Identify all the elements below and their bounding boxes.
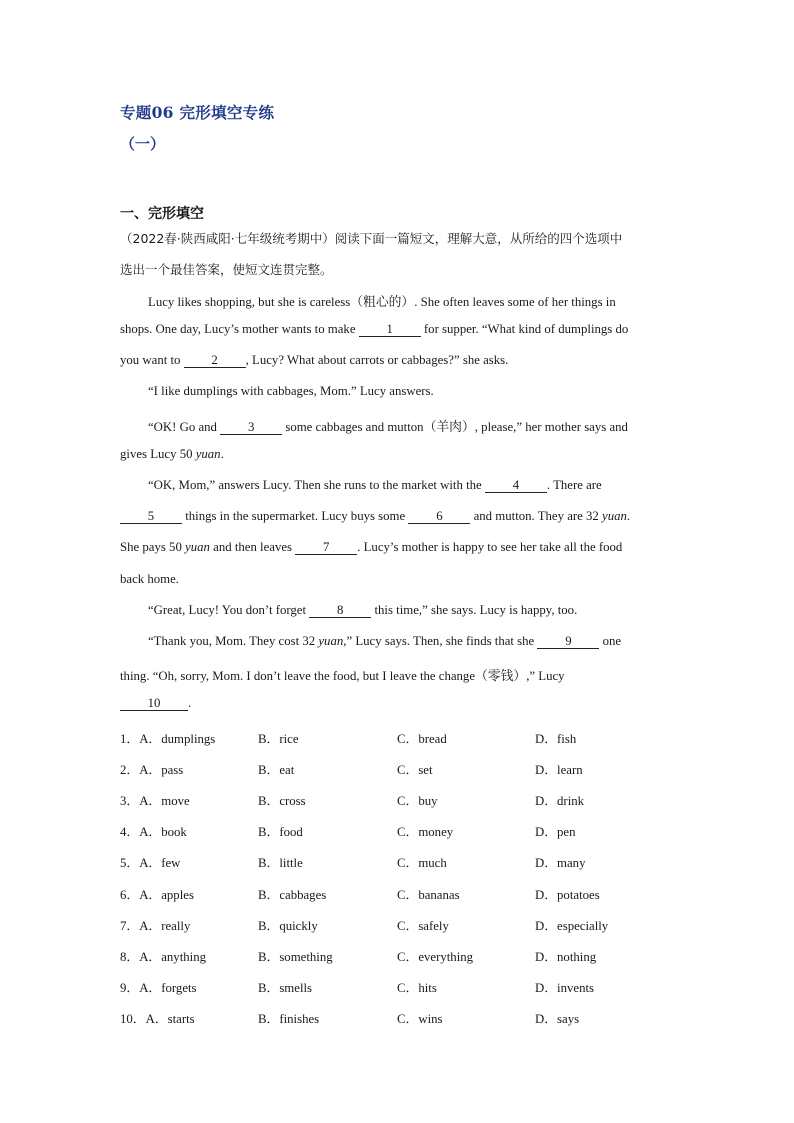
option-b: B．cross: [258, 794, 306, 808]
text-span: “Great, Lucy! You don’t forget: [148, 603, 310, 617]
text-span: . Lucy’s mother is happy to see her take all the food: [357, 540, 623, 554]
option-a: 1．A．dumplings: [120, 732, 216, 746]
option-c: C．buy: [397, 794, 438, 808]
option-row-4: [120, 821, 680, 839]
option-b: B．eat: [258, 763, 295, 777]
text-span: .: [626, 509, 631, 523]
option-c: C．safely: [397, 919, 449, 933]
option-b: B．food: [258, 825, 303, 839]
passage-line: Lucy likes shopping, but she is careless（粗心的）. She often leaves some of her things in: [148, 295, 616, 309]
text-span: , Lucy? What about carrots or cabbages?” she asks.: [245, 353, 509, 367]
option-a: 7．A．really: [120, 919, 191, 933]
passage-line: [120, 478, 708, 493]
text-span: “OK! Go and: [148, 420, 221, 434]
blank-9: 9: [537, 635, 599, 649]
blank-7: 7: [295, 541, 357, 555]
option-row-8: [120, 946, 680, 964]
option-c: C．hits: [397, 981, 437, 995]
option-row-10: [120, 1008, 680, 1026]
text-span: yuan: [195, 447, 221, 461]
option-b: B．little: [258, 856, 303, 870]
text-span: yuan: [602, 509, 627, 523]
option-c: C．set: [397, 763, 433, 777]
option-a: 9．A．forgets: [120, 981, 197, 995]
passage-line: [120, 322, 680, 337]
blank-2: 2: [184, 354, 246, 368]
page-subtitle: （一）: [120, 135, 166, 153]
option-b: B．something: [258, 950, 333, 964]
option-b: B．rice: [258, 732, 299, 746]
option-row-2: [120, 759, 680, 777]
text-span: this time,” she says. Lucy is happy, too.: [371, 603, 578, 617]
option-d: D．drink: [535, 794, 585, 808]
passage-line: “I like dumplings with cabbages, Mom.” Lucy answers.: [148, 384, 434, 398]
option-row-3: [120, 790, 680, 808]
option-d: D．fish: [535, 732, 577, 746]
passage-line: [120, 696, 680, 711]
text-span: .: [220, 447, 224, 461]
option-d: D．especially: [535, 919, 609, 933]
option-row-5: [120, 852, 680, 870]
option-a: 3．A．move: [120, 794, 190, 808]
option-c: C．money: [397, 825, 454, 839]
option-row-7: [120, 915, 680, 933]
passage-line: [120, 353, 680, 368]
text-span: “Thank you, Mom. They cost 32: [148, 634, 319, 648]
blank-5: 5: [120, 510, 182, 524]
option-c: C．much: [397, 856, 447, 870]
text-span: you want to: [120, 353, 184, 367]
option-d: D．says: [535, 1012, 580, 1026]
option-a: 8．A．anything: [120, 950, 207, 964]
option-row-9: [120, 977, 680, 995]
option-b: B．quickly: [258, 919, 318, 933]
blank-10: 10: [120, 697, 188, 711]
blank-6: 6: [408, 510, 470, 524]
text-span: one: [599, 634, 622, 648]
option-d: D．invents: [535, 981, 595, 995]
text-span: and mutton. They are 32: [470, 509, 603, 523]
text-span: yuan: [185, 540, 210, 554]
option-row-6: [120, 884, 680, 902]
text-span: She pays 50: [120, 540, 186, 554]
option-d: D．many: [535, 856, 586, 870]
page-title: 专题06 完形填空专练: [120, 103, 275, 122]
option-d: D．potatoes: [535, 888, 600, 902]
option-c: C．everything: [397, 950, 474, 964]
passage-line: [120, 509, 680, 524]
option-c: C．bread: [397, 732, 447, 746]
option-c: C．wins: [397, 1012, 443, 1026]
option-b: B．smells: [258, 981, 313, 995]
blank-3: 3: [220, 421, 282, 435]
instruction-line: （2022春·陕西咸阳·七年级统考期中）阅读下面一篇短文，理解大意，从所给的四个选项中: [120, 231, 623, 246]
text-span: some cabbages and mutton（羊肉）, please,” her mother says and: [282, 420, 628, 434]
passage-line: [120, 416, 708, 435]
option-a: 2．A．pass: [120, 763, 184, 777]
passage-line: [120, 447, 680, 462]
text-span: “OK, Mom,” answers Lucy. Then she runs to the market with the: [148, 478, 485, 492]
text-span: things in the supermarket. Lucy buys some: [182, 509, 409, 523]
text-span: yuan: [318, 634, 344, 648]
passage-line: thing. “Oh, sorry, Mom. I don’t leave the food, but I leave the change（零钱）,” Lucy: [120, 669, 565, 683]
passage-line: [120, 540, 680, 555]
text-span: .: [188, 696, 192, 710]
option-a: 4．A．book: [120, 825, 187, 839]
text-span: gives Lucy 50: [120, 447, 196, 461]
blank-8: 8: [309, 604, 371, 618]
text-span: . There are: [546, 478, 602, 492]
option-d: D．nothing: [535, 950, 597, 964]
text-span: ,” Lucy says. Then, she finds that she: [343, 634, 538, 648]
text-span: shops. One day, Lucy’s mother wants to make: [120, 322, 359, 336]
passage-line: [120, 634, 708, 649]
option-d: D．learn: [535, 763, 583, 777]
option-b: B．finishes: [258, 1012, 320, 1026]
option-a: 6．A．apples: [120, 888, 194, 902]
option-b: B．cabbages: [258, 888, 327, 902]
section-heading: 一、完形填空: [120, 206, 204, 222]
blank-1: 1: [359, 323, 421, 337]
passage-line: back home.: [120, 572, 179, 586]
blank-4: 4: [485, 479, 547, 493]
text-span: and then leaves: [209, 540, 296, 554]
option-a: 10．A．starts: [120, 1012, 195, 1026]
option-row-1: [120, 728, 680, 746]
option-d: D．pen: [535, 825, 576, 839]
text-span: for supper. “What kind of dumplings do: [420, 322, 629, 336]
instruction-line: 选出一个最佳答案，使短文连贯完整。: [120, 262, 333, 277]
option-c: C．bananas: [397, 888, 460, 902]
option-a: 5．A．few: [120, 856, 181, 870]
passage-line: [120, 603, 708, 618]
